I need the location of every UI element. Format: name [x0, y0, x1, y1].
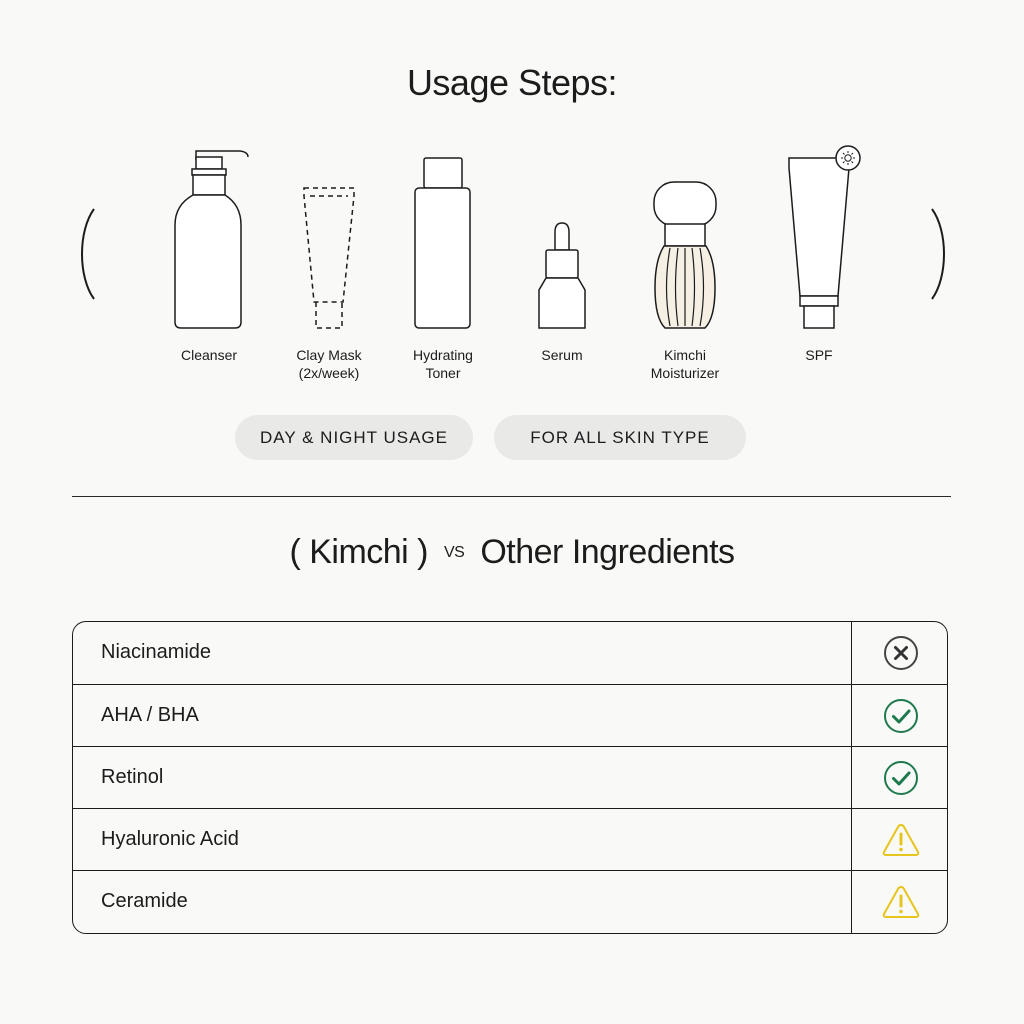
kimchi-jar-icon [654, 182, 716, 328]
page-title: Usage Steps: [406, 62, 618, 103]
section-divider [72, 496, 951, 497]
comparison-table [72, 621, 948, 934]
comparison-vs: VS [444, 543, 465, 561]
ingredient-name: AHA / BHA [101, 704, 199, 726]
badge-day-night-usage: DAY & NIGHT USAGE [235, 415, 473, 460]
sunscreen-tube-icon [789, 146, 860, 328]
badge-all-skin-type: FOR ALL SKIN TYPE [494, 415, 746, 460]
x-circle-icon [883, 635, 919, 671]
warning-triangle-icon [881, 822, 921, 858]
ingredient-name: Niacinamide [101, 641, 212, 663]
step-label-kimchi-moisturizer: Kimchi Moisturizer [650, 347, 720, 381]
pump-bottle-icon [175, 151, 248, 328]
comparison-title-right: Other Ingredients [480, 533, 735, 571]
ingredient-name: Hyaluronic Acid [101, 828, 239, 850]
check-circle-icon [883, 760, 919, 796]
table-row [73, 808, 947, 870]
step-label-hydrating-toner: Hydrating Toner [413, 347, 473, 381]
check-circle-icon [883, 698, 919, 734]
step-label-clay-mask: Clay Mask (2x/week) [296, 347, 362, 381]
step-label-serum: Serum [541, 347, 583, 363]
comparison-title-left: ( Kimchi ) [289, 533, 428, 571]
status-cell [851, 685, 948, 747]
step-label-cleanser: Cleanser [180, 347, 238, 363]
toner-bottle-icon [415, 158, 470, 328]
status-cell [851, 622, 948, 684]
table-row [73, 746, 947, 808]
tube-dashed-icon [304, 188, 354, 328]
comparison-title [0, 533, 1024, 572]
status-cell [851, 747, 948, 809]
products-illustration [0, 0, 1024, 340]
status-cell [851, 809, 948, 871]
status-cell [851, 871, 948, 933]
table-row [73, 870, 947, 932]
table-row [73, 684, 947, 746]
ingredient-name: Ceramide [101, 890, 188, 912]
warning-triangle-icon [881, 884, 921, 920]
table-row [73, 622, 947, 684]
dropper-bottle-icon [539, 223, 585, 328]
ingredient-name: Retinol [101, 766, 164, 788]
step-label-spf: SPF [805, 347, 833, 363]
